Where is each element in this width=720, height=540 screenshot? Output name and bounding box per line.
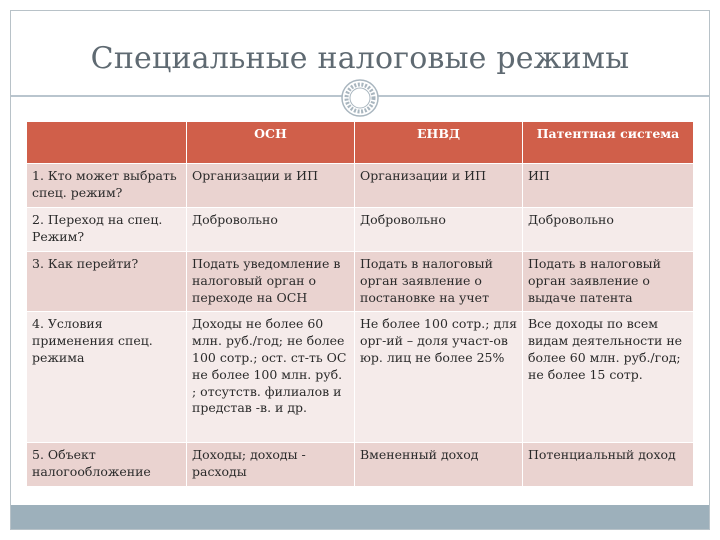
table-cell: Не более 100 сотр.; для орг-ий – доля участ-ов юр. лиц не более 25%: [355, 312, 523, 443]
header-cell-osn: ОСН: [187, 122, 355, 164]
table-cell: Подать в налоговый орган заявление о постановке на учет: [355, 252, 523, 312]
table-cell: Потенциальный доход: [523, 443, 694, 487]
table-cell: ИП: [523, 164, 694, 208]
row-label: 4. Условия применения спец. режима: [27, 312, 187, 443]
table-row: [27, 312, 694, 443]
table-row: [27, 164, 694, 208]
table-cell: Доходы не более 60 млн. руб./год; не более 100 сотр.; ост. ст-ть ОС не более 100 млн. руб. ; отсутств. филиалов и представ -в. и др.: [187, 312, 355, 443]
row-label: 1. Кто может выбрать спец. режим?: [27, 164, 187, 208]
row-label: 3. Как перейти?: [27, 252, 187, 312]
table-cell: Добровольно: [187, 208, 355, 252]
header-cell-envd: ЕНВД: [355, 122, 523, 164]
table-cell: Все доходы по всем видам деятельности не более 60 млн. руб./год; не более 15 сотр.: [523, 312, 694, 443]
table-cell: Организации и ИП: [355, 164, 523, 208]
table-row: [27, 252, 694, 312]
table-cell: Добровольно: [355, 208, 523, 252]
table-row: [27, 208, 694, 252]
table-cell: Вмененный доход: [355, 443, 523, 487]
footer-bar: [11, 505, 709, 529]
tax-regimes-table: [26, 121, 694, 487]
table-header-row: [27, 122, 694, 164]
table-cell: Подать уведомление в налоговый орган о переходе на ОСН: [187, 252, 355, 312]
table-cell: Добровольно: [523, 208, 694, 252]
header-cell-patent: Патентная система: [523, 122, 694, 164]
header-cell-empty: [27, 122, 187, 164]
row-label: 5. Объект налогообложение: [27, 443, 187, 487]
slide-title: Специальные налоговые режимы: [90, 41, 630, 76]
table-cell: Организации и ИП: [187, 164, 355, 208]
table-cell: Подать в налоговый орган заявление о выдаче патента: [523, 252, 694, 312]
laurel-circle-icon: [341, 79, 379, 117]
row-label: 2. Переход на спец. Режим?: [27, 208, 187, 252]
table-row: [27, 443, 694, 487]
table-cell: Доходы; доходы - расходы: [187, 443, 355, 487]
